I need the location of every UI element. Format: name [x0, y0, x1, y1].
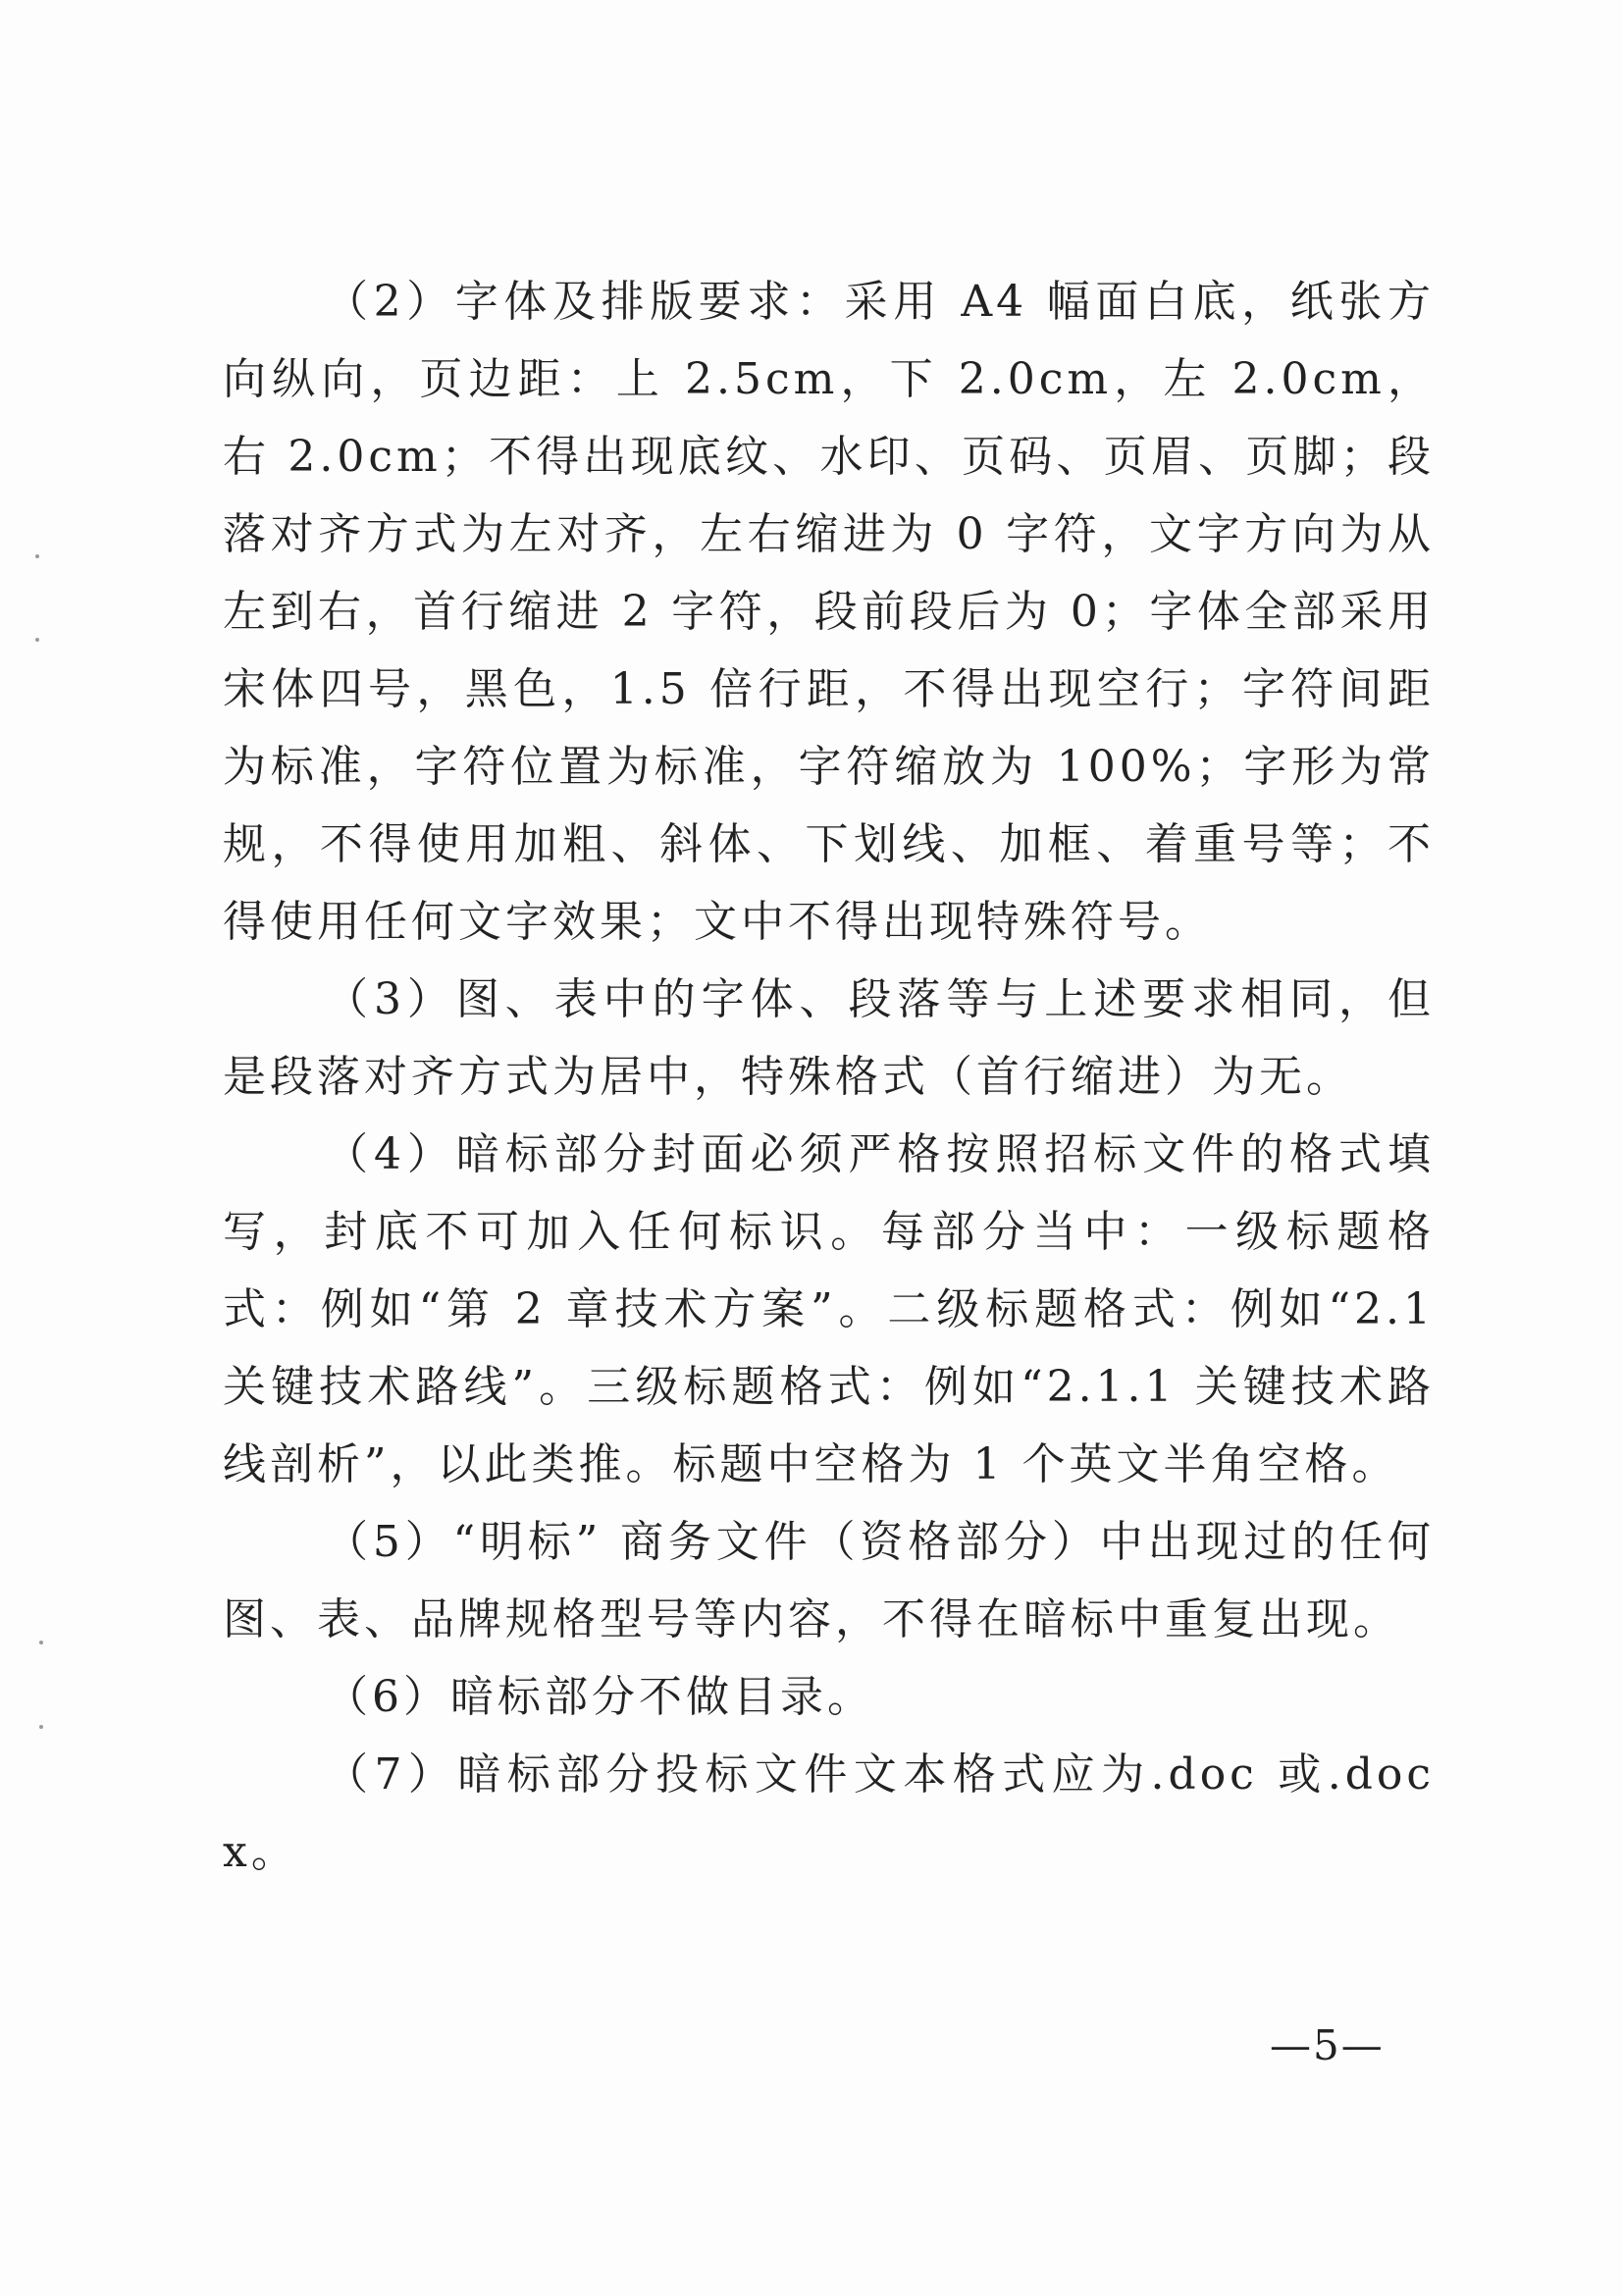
scan-artifact-dot	[39, 1725, 43, 1729]
scan-artifact-dot	[39, 1641, 43, 1644]
document-body	[223, 263, 1435, 1891]
scan-artifact-dot	[35, 638, 39, 642]
paragraph-item-5: （5）“明标” 商务文件（资格部分）中出现过的任何图、表、品牌规格型号等内容，不得在暗标中重复出现。	[223, 1517, 1435, 1644]
page-number: —5—	[1270, 2021, 1385, 2069]
paragraph-item-3: （3）图、表中的字体、段落等与上述要求相同，但是段落对齐方式为居中，特殊格式（首行缩进）为无。	[223, 974, 1435, 1102]
paragraph-item-7: （7）暗标部分投标文件文本格式应为.doc 或.docx。	[223, 1749, 1435, 1877]
paragraph-item-4: （4）暗标部分封面必须严格按照招标文件的格式填写，封底不可加入任何标识。每部分当中：一级标题格式：例如“第 2 章技术方案”。二级标题格式：例如“2.1 关键技术路线”。三级标题格式：例如“2.1.1 关键技术路线剖析”，以此类推。标题中空格为 1 个英文半角空格。	[223, 1129, 1435, 1489]
scan-artifact-dot	[35, 554, 39, 558]
paragraph-item-2: （2）字体及排版要求：采用 A4 幅面白底，纸张方向纵向，页边距：上 2.5cm，下 2.0cm，左 2.0cm，右 2.0cm；不得出现底纹、水印、页码、页眉、页脚；段落对齐方式为左对齐，左右缩进为 0 字符，文字方向为从左到右，首行缩进 2 字符，段前段后为 0；字体全部采用宋体四号，黑色，1.5 倍行距，不得出现空行；字符间距为标准，字符位置为标准，字符缩放为 100%；字形为常规，不得使用加粗、斜体、下划线、加框、着重号等；不得使用任何文字效果；文中不得出现特殊符号。	[223, 277, 1435, 947]
paragraph-item-6: （6）暗标部分不做目录。	[325, 1672, 874, 1722]
